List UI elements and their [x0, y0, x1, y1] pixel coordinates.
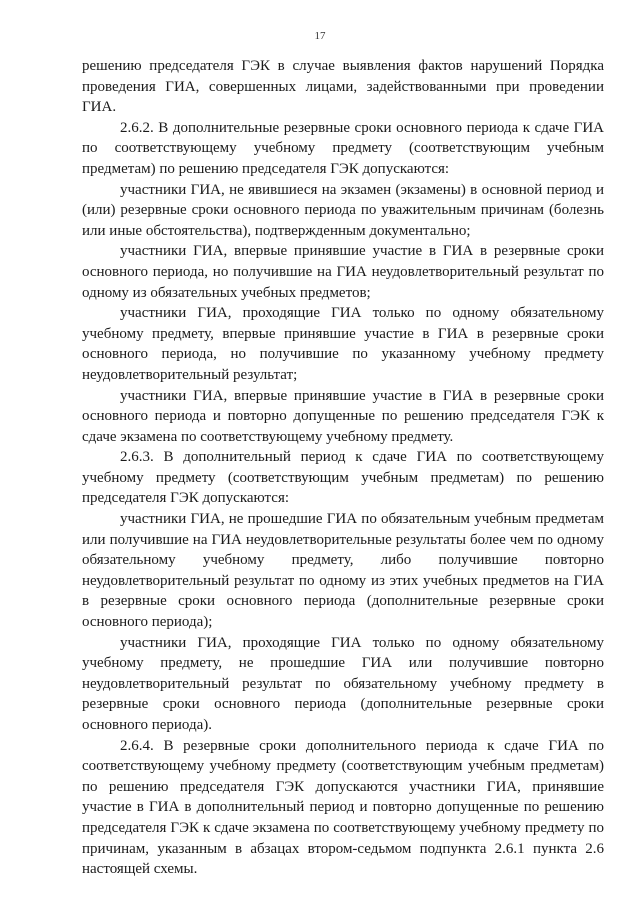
paragraph-2-6-2: 2.6.2. В дополнительные резервные сроки основного периода к сдаче ГИА по соответствующему учебному предмету (соответствующим учебным предметам) по решению председателя ГЭК допускаются:	[82, 119, 604, 177]
paragraph-continuation: решению председателя ГЭК в случае выявления фактов нарушений Порядка проведения ГИА, совершенных лицами, задействованными при проведении ГИА.	[82, 58, 604, 116]
paragraph-item: участники ГИА, не прошедшие ГИА по обязательным учебным предметам или получившие на ГИА неудовлетворительные результаты более чем по одному обязательному учебному предмету, либо получившие повторно неудовлетворительный результат по одному из этих учебных предметов на ГИА в резервные сроки основного периода (дополнительные резервные сроки основного периода);	[82, 511, 604, 631]
page-number: 17	[314, 30, 326, 42]
document-body	[82, 56, 604, 880]
paragraph-item: участники ГИА, впервые принявшие участие в ГИА в резервные сроки основного периода и повторно допущенные по решению председателя ГЭК к сдаче экзамена по соответствующему учебному предмету.	[82, 387, 604, 445]
paragraph-item: участники ГИА, не явившиеся на экзамен (экзамены) в основной период и (или) резервные сроки основного периода по уважительным причинам (болезнь или иные обстоятельства), подтвержденным документально;	[82, 181, 604, 239]
paragraph-2-6-4: 2.6.4. В резервные сроки дополнительного периода к сдаче ГИА по соответствующему учебному предмету (соответствующим учебным предметам) по решению председателя ГЭК допускаются участники ГИА, принявшие участие в ГИА в дополнительный период и повторно допущенные по решению председателя ГЭК к сдаче экзамена по соответствующему учебному предмету по причинам, указанным в абзацах втором-седьмом подпункта 2.6.1 пункта 2.6 настоящей схемы.	[82, 737, 604, 878]
paragraph-item: участники ГИА, проходящие ГИА только по одному обязательному учебному предмету, впервые принявшие участие в ГИА в резервные сроки основного периода, но получившие по указанному учебному предмету неудовлетворительный результат;	[82, 305, 604, 383]
paragraph-item: участники ГИА, проходящие ГИА только по одному обязательному учебному предмету, не прошедшие ГИА или получившие повторно неудовлетворительный результат по обязательному учебному предмету в резервные сроки основного периода (дополнительные резервные сроки основного периода).	[82, 634, 604, 733]
paragraph-item: участники ГИА, впервые принявшие участие в ГИА в резервные сроки основного периода, но получившие на ГИА неудовлетворительный результат по одному из обязательных учебных предметов;	[82, 243, 604, 301]
paragraph-2-6-3: 2.6.3. В дополнительный период к сдаче ГИА по соответствующему учебному предмету (соответствующим учебным предметам) по решению председателя ГЭК допускаются:	[82, 449, 604, 507]
